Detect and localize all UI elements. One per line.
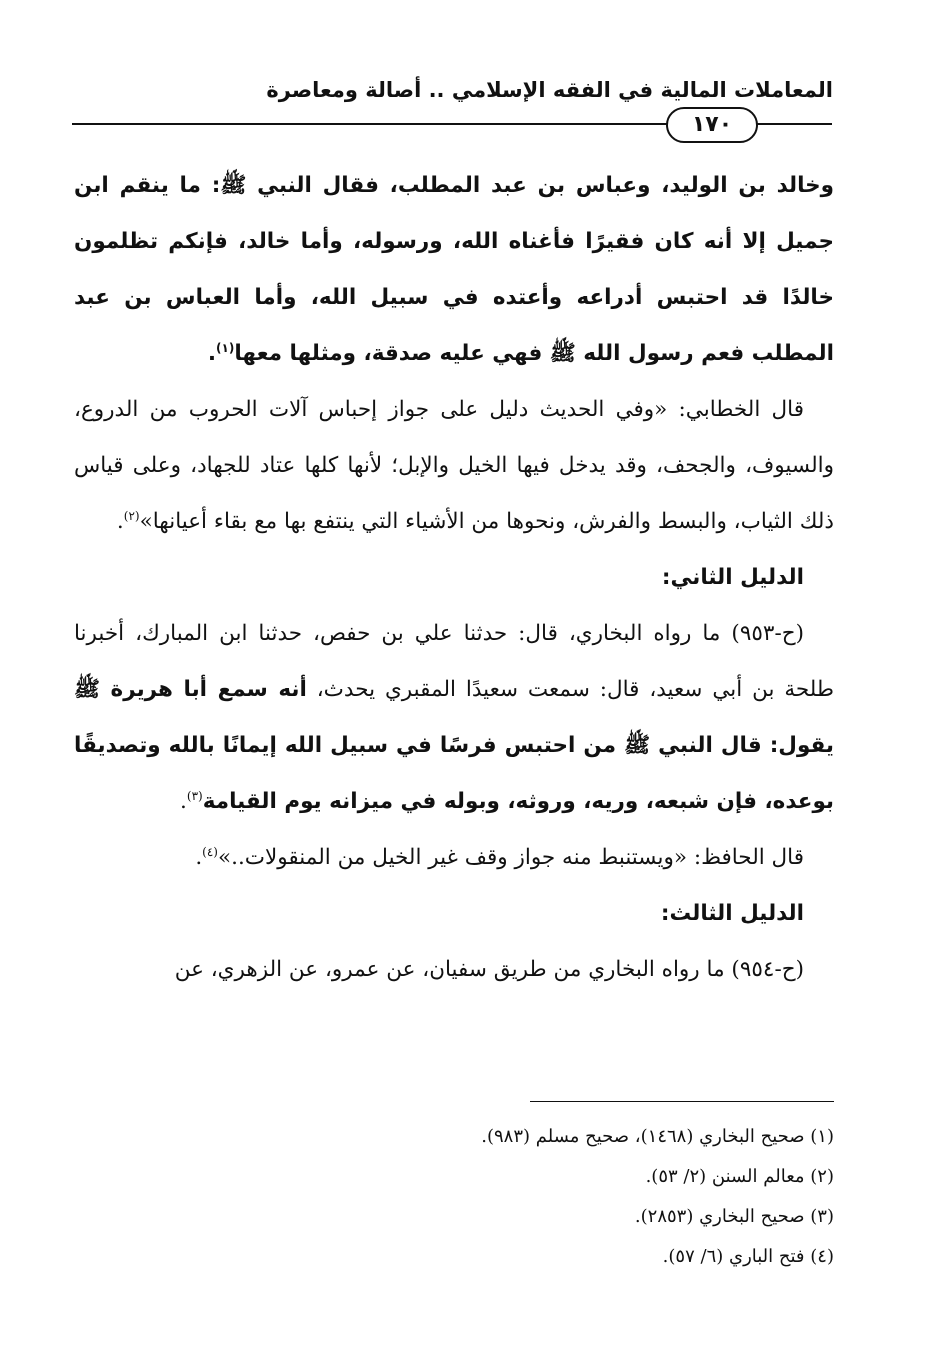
main-text [74, 158, 834, 998]
footnote-ref-1: (١) [216, 340, 235, 355]
footnote-ref-3: (٣) [186, 788, 203, 803]
hadith-text: أنه سمع أبا هريرة ﷺ يقول: قال النبي ﷺ من احتبس فرسًا في سبيل الله إيمانًا بالله وتصديقًا بوعده، فإن شبعه، وريه، وروثه، وبوله في ميزانه يوم القيامة [74, 677, 834, 814]
paragraph-text: (ح-٩٥٣) ما رواه البخاري، قال: حدثنا علي بن حفص، حدثنا ابن المبارك، أخبرنا طلحة بن أبي سعيد، قال: سمعت سعيدًا المقبري يحدث، [74, 621, 834, 702]
footnote-ref-2: (٢) [123, 508, 140, 523]
paragraph-text: قال الحافظ: «ويستنبط منه جواز وقف غير الخيل من المنقولات..» [217, 845, 804, 870]
footnote-1: (١) صحيح البخاري (١٤٦٨)، صحيح مسلم (٩٨٣). [481, 1126, 834, 1147]
paragraph-khattabi [74, 382, 834, 550]
footnote-2: (٢) معالم السنن (٢/ ٥٣). [645, 1166, 834, 1187]
footnote-ref-4: (٤) [202, 844, 218, 859]
page-number: ١٧٠ [666, 107, 758, 143]
heading-third-evidence: الدليل الثالث: [660, 901, 804, 926]
paragraph-end: . [116, 509, 124, 534]
paragraph-hafiz [74, 830, 834, 886]
footnote-4: (٤) فتح الباري (٦/ ٥٧). [662, 1246, 834, 1267]
paragraph-text: وخالد بن الوليد، وعباس بن عبد المطلب، فقال النبي ﷺ: ما ينقم ابن جميل إلا أنه كان فقيرًا فأغناه الله، ورسوله، وأما خالد، فإنكم تظلمون خالدًا قد احتبس أدراعه وأعتده في سبيل الله، وأما العباس بن عبد المطلب فعم رسول الله ﷺ فهي عليه صدقة، ومثلها معها [74, 173, 834, 366]
footnotes [134, 1117, 834, 1277]
footnote-rule [530, 1101, 834, 1102]
paragraph-end: . [207, 341, 217, 366]
paragraph-hadith-954: (ح-٩٥٤) ما رواه البخاري من طريق سفيان، عن عمرو، عن الزهري، عن [174, 957, 804, 982]
footnote-3: (٣) صحيح البخاري (٢٨٥٣). [634, 1206, 834, 1227]
paragraph-end: . [180, 789, 187, 814]
paragraph-end: . [195, 845, 203, 870]
paragraph-text: قال الخطابي: «وفي الحديث دليل على جواز إحباس آلات الحروب من الدروع، والسيوف، والجحف، وقد يدخل فيها الخيل والإبل؛ لأنها كلها عتاد للجهاد، وعلى قياس ذلك الثياب، والبسط والفرش، ونحوها من الأشياء التي ينتفع بها مع بقاء أعيانها» [74, 397, 834, 534]
paragraph-hadith-953 [74, 606, 834, 830]
heading-second-evidence: الدليل الثاني: [661, 565, 804, 590]
running-title: المعاملات المالية في الفقه الإسلامي .. أصالة ومعاصرة [266, 78, 833, 102]
paragraph-hadith-continuation [74, 158, 834, 382]
